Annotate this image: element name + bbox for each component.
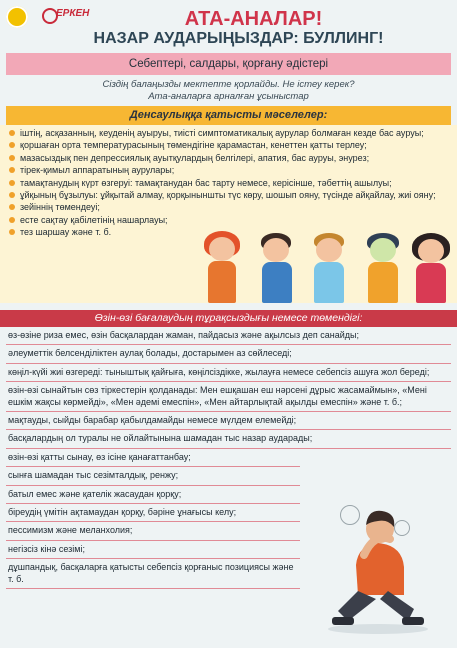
- child-body: [262, 262, 292, 303]
- list-item: басқалардың ол туралы не ойлайтынына шамадан тыс назар аударады;: [6, 430, 451, 448]
- erken-logo: ЕРКЕН: [56, 8, 90, 19]
- child-body: [208, 261, 236, 303]
- child-figure: [410, 233, 452, 303]
- self-esteem-heading: Өзін-өзі бағалаудың тұрақсыздығы немесе төмендігі:: [0, 310, 457, 327]
- causes-banner: Себептері, салдары, қорғану әдістері: [6, 53, 451, 75]
- child-figure: [308, 233, 350, 303]
- list-item: негізсіз кінә сезімі;: [6, 541, 300, 559]
- child-head: [316, 238, 342, 262]
- list-item: өзін-өзі қатты сынау, өз ісіне қанағаттанбау;: [6, 449, 300, 467]
- list-item: мақтауды, сыйды барабар қабылдамайды немесе мүлдем елемейді;: [6, 412, 451, 430]
- child-body: [368, 262, 398, 303]
- child-figure: [256, 233, 298, 303]
- list-item: ұйқының бұзылуы: ұйқытай алмау, қорқыныншты түс көру, шошып ояну, түсінде айқайлау, жиі ояну;: [6, 189, 436, 201]
- child-body: [314, 262, 344, 303]
- list-item: тамақтанудың күрт өзгеруі: тамақтанудан бас тарту немесе, керісінше, тәбеттің ашылуы;: [6, 177, 436, 189]
- list-item: дұшпандық, басқаларға қатысты себепсіз қорғаныс позициясы және т. б.: [6, 559, 300, 589]
- page-subtitle: НАЗАР АУДАРЫҢЫЗДАР: БУЛЛИНГ!: [93, 30, 384, 47]
- list-item: есте сақтау қабілетінің нашарлауы;: [6, 214, 210, 226]
- list-item: қоршаған орта температурасының төмендігіне қарамастан, кенеттен қатты терлеу;: [6, 139, 436, 151]
- child-figure: [200, 231, 244, 303]
- list-item: әлеуметтік белсенділіктен аулақ болады, достарымен аз сөйлеседі;: [6, 345, 451, 363]
- list-item: сынға шамадан тыс сезімталдық, ренжу;: [6, 467, 300, 485]
- list-item: көңіл-күйі жиі өзгереді: тыныштық қайғыға, көңілсіздікке, жылауға немесе себепсіз ашуға жол береді;: [6, 364, 451, 382]
- question-line: Сіздің балаңызды мектепте қорлайды. Не істеу керек?: [102, 79, 355, 90]
- child-body: [416, 263, 446, 303]
- sad-person-illustration: [318, 495, 438, 635]
- child-head: [263, 238, 289, 262]
- child-head: [209, 237, 235, 261]
- list-item: өзін-өзі сынайтын сөз тіркестерін қолданады: Мен ешқашан еш нәрсені дұрыс жасамаймын», «Менi ешкiм жақсы көрмейдi», «Мен әдемі емеспін», «Мен айтарлықтай ақылды емеспін» және т. б.;: [6, 382, 451, 412]
- list-item: өз-өзіне риза емес, өзін басқалардан жаман, пайдасыз және ақылсыз деп санайды;: [6, 327, 451, 345]
- health-heading: Денсаулыққа қатысты мәселелер:: [6, 106, 451, 125]
- recommendations-line: Ата-аналарға арналған ұсыныстар: [148, 91, 309, 102]
- list-item: іштің, асқазанның, кеуденің ауыруы, тиісті симптоматикалық аурулар болмаған кезде бас ауруы;: [6, 127, 436, 139]
- list-item: тірек-қимыл аппаратының аурулары;: [6, 164, 436, 176]
- sick-children-illustration: [196, 228, 454, 303]
- health-list: [6, 127, 436, 239]
- page-title: АТА-АНАЛАР!: [184, 8, 323, 30]
- child-head: [418, 239, 444, 263]
- list-item: тез шаршау және т. б.: [6, 226, 210, 238]
- list-item: зейіннің төмендеуі;: [6, 201, 210, 213]
- list-item: пессимизм және меланхолия;: [6, 522, 300, 540]
- list-item: мазасыздық пен депрессиялық ауытқулардың белгілері, апатия, бас ауруы, энурез;: [6, 152, 436, 164]
- child-figure: [362, 233, 404, 303]
- list-item: батыл емес және қателік жасаудан қорқу;: [6, 486, 300, 504]
- list-item: біреудің үмітін ақтамаудан қорқу, бәріне ұнағысы келу;: [6, 504, 300, 522]
- child-head: [370, 238, 396, 262]
